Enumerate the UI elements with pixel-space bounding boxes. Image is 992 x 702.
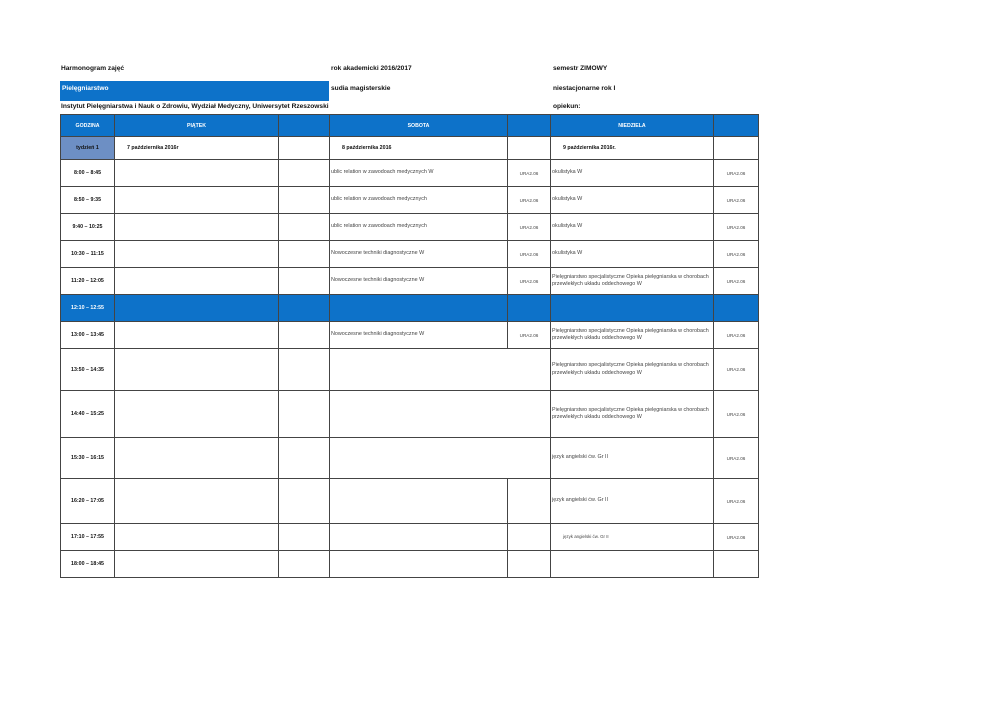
sunday-subject: Pielęgniarstwo specjalistyczne Opieka pielęgniarska w chorobach przewlekłych układu oddechowego W [551, 322, 714, 349]
break-cell [714, 295, 759, 322]
sunday-subject: język angielski ćw. Gr II [551, 479, 714, 524]
table-row [61, 160, 759, 187]
time-slot: 12:10 – 12:55 [61, 295, 115, 322]
break-cell [551, 295, 714, 322]
empty-cell [714, 137, 759, 160]
friday-room-cell [279, 349, 330, 391]
sunday-room: URA2.06 [714, 241, 759, 268]
column-header-friday-room [279, 115, 330, 137]
time-slot: 8:00 – 8:45 [61, 160, 115, 187]
friday-cell [115, 160, 279, 187]
friday-room-cell [279, 214, 330, 241]
saturday-room-cell [508, 551, 551, 578]
time-slot: 10:30 – 11:15 [61, 241, 115, 268]
schedule-title: Harmonogram zajęć [61, 65, 125, 72]
table-row [61, 438, 759, 479]
break-row [61, 295, 759, 322]
saturday-subject: Nowoczesne techniki diagnostyczne W [330, 322, 508, 349]
friday-room-cell [279, 479, 330, 524]
column-header-friday: PIĄTEK [115, 115, 279, 137]
table-row [61, 187, 759, 214]
saturday-date: 8 października 2016 [330, 137, 508, 160]
friday-cell [115, 322, 279, 349]
saturday-room: URA2.06 [508, 268, 551, 295]
sunday-subject: język angielski ćw. Gr II [551, 438, 714, 479]
sunday-room: URA2.06 [714, 349, 759, 391]
saturday-room: URA2.06 [508, 160, 551, 187]
friday-cell [115, 551, 279, 578]
sunday-subject: Pielęgniarstwo specjalistyczne Opieka pielęgniarska w chorobach przewlekłych układu oddechowego W [551, 268, 714, 295]
academic-year: rok akademicki 2016/2017 [331, 65, 412, 72]
column-header-time: GODZINA [61, 115, 115, 137]
sunday-subject: język angielski ćw. Gr II [551, 524, 714, 551]
time-slot: 14:40 – 15:25 [61, 391, 115, 438]
saturday-room-cell [508, 524, 551, 551]
column-header-row [61, 115, 759, 137]
field-of-study-bar [60, 81, 329, 101]
column-header-sunday: NIEDZIELA [551, 115, 714, 137]
friday-cell [115, 241, 279, 268]
saturday-room: URA2.06 [508, 187, 551, 214]
table-row [61, 214, 759, 241]
break-cell [115, 295, 279, 322]
saturday-cell [330, 479, 508, 524]
semester: semestr ZIMOWY [553, 65, 608, 72]
saturday-cell [330, 551, 508, 578]
sunday-cell [551, 551, 714, 578]
table-row [61, 241, 759, 268]
break-cell [508, 295, 551, 322]
saturday-subject: ublic relation w zawodoach medycznych [330, 214, 508, 241]
time-slot: 15:30 – 16:15 [61, 438, 115, 479]
saturday-subject: Nowoczesne techniki diagnostyczne W [330, 268, 508, 295]
empty-cell [279, 137, 330, 160]
friday-cell [115, 187, 279, 214]
friday-room-cell [279, 241, 330, 268]
table-row [61, 479, 759, 524]
saturday-room-cell [508, 479, 551, 524]
week-label: tydzień 1 [61, 137, 115, 160]
friday-cell [115, 391, 279, 438]
field-of-study: Pielęgniarstwo [62, 85, 109, 92]
study-level: sudia magisterskie [331, 85, 391, 92]
friday-cell [115, 349, 279, 391]
friday-room-cell [279, 322, 330, 349]
timetable [60, 114, 759, 578]
time-slot: 8:50 – 9:35 [61, 187, 115, 214]
sunday-room: URA2.06 [714, 322, 759, 349]
friday-room-cell [279, 551, 330, 578]
tutor-label: opiekun: [553, 103, 581, 110]
sunday-room: URA2.06 [714, 187, 759, 214]
friday-room-cell [279, 268, 330, 295]
friday-room-cell [279, 187, 330, 214]
sunday-subject: Pielęgniarstwo specjalistyczne Opieka pielęgniarska w chorobach przewlekłych układu oddechowego W [551, 349, 714, 391]
study-mode: niestacjonarne rok I [553, 85, 616, 92]
sunday-room: URA2.06 [714, 524, 759, 551]
table-row [61, 391, 759, 438]
sunday-room-cell [714, 551, 759, 578]
friday-room-cell [279, 391, 330, 438]
time-slot: 16:20 – 17:05 [61, 479, 115, 524]
friday-cell [115, 268, 279, 295]
sunday-room: URA2.06 [714, 268, 759, 295]
institute-name: Instytut Pielęgniarstwa i Nauk o Zdrowiu, Wydział Medyczny, Uniwersytet Rzeszowski [61, 103, 329, 110]
sunday-room: URA2.06 [714, 214, 759, 241]
column-header-saturday: SOBOTA [330, 115, 508, 137]
table-row [61, 322, 759, 349]
saturday-cell [330, 438, 551, 479]
sunday-subject: okulistyka W [551, 160, 714, 187]
saturday-cell [330, 524, 508, 551]
saturday-room: URA2.06 [508, 241, 551, 268]
time-slot: 11:20 – 12:05 [61, 268, 115, 295]
column-header-saturday-room [508, 115, 551, 137]
friday-cell [115, 214, 279, 241]
time-slot: 18:00 – 18:45 [61, 551, 115, 578]
sunday-date: 9 października 2016r. [551, 137, 714, 160]
sunday-room: URA2.06 [714, 160, 759, 187]
sunday-subject: okulistyka W [551, 214, 714, 241]
break-cell [330, 295, 508, 322]
time-slot: 13:00 – 13:45 [61, 322, 115, 349]
saturday-subject: ublic relation w zawodoach medycznych W [330, 160, 508, 187]
sunday-room: URA2.06 [714, 391, 759, 438]
saturday-subject: ublic relation w zawodoach medycznych [330, 187, 508, 214]
column-header-sunday-room [714, 115, 759, 137]
saturday-room: URA2.06 [508, 214, 551, 241]
table-row [61, 268, 759, 295]
sunday-subject: okulistyka W [551, 241, 714, 268]
sunday-room: URA2.06 [714, 438, 759, 479]
friday-cell [115, 438, 279, 479]
sunday-room: URA2.06 [714, 479, 759, 524]
time-slot: 17:10 – 17:55 [61, 524, 115, 551]
sunday-subject: okulistyka W [551, 187, 714, 214]
time-slot: 13:50 – 14:35 [61, 349, 115, 391]
week-row [61, 137, 759, 160]
table-row [61, 349, 759, 391]
empty-cell [508, 137, 551, 160]
time-slot: 9:40 – 10:25 [61, 214, 115, 241]
table-row [61, 524, 759, 551]
friday-date: 7 października 2016r [115, 137, 279, 160]
break-cell [279, 295, 330, 322]
friday-room-cell [279, 438, 330, 479]
saturday-subject: Nowoczesne techniki diagnostyczne W [330, 241, 508, 268]
saturday-cell [330, 391, 551, 438]
saturday-cell [330, 349, 551, 391]
friday-cell [115, 479, 279, 524]
table-row [61, 551, 759, 578]
friday-room-cell [279, 524, 330, 551]
saturday-room: URA2.06 [508, 322, 551, 349]
friday-cell [115, 524, 279, 551]
friday-room-cell [279, 160, 330, 187]
sunday-subject: Pielęgniarstwo specjalistyczne Opieka pielęgniarska w chorobach przewlekłych układu oddechowego W [551, 391, 714, 438]
